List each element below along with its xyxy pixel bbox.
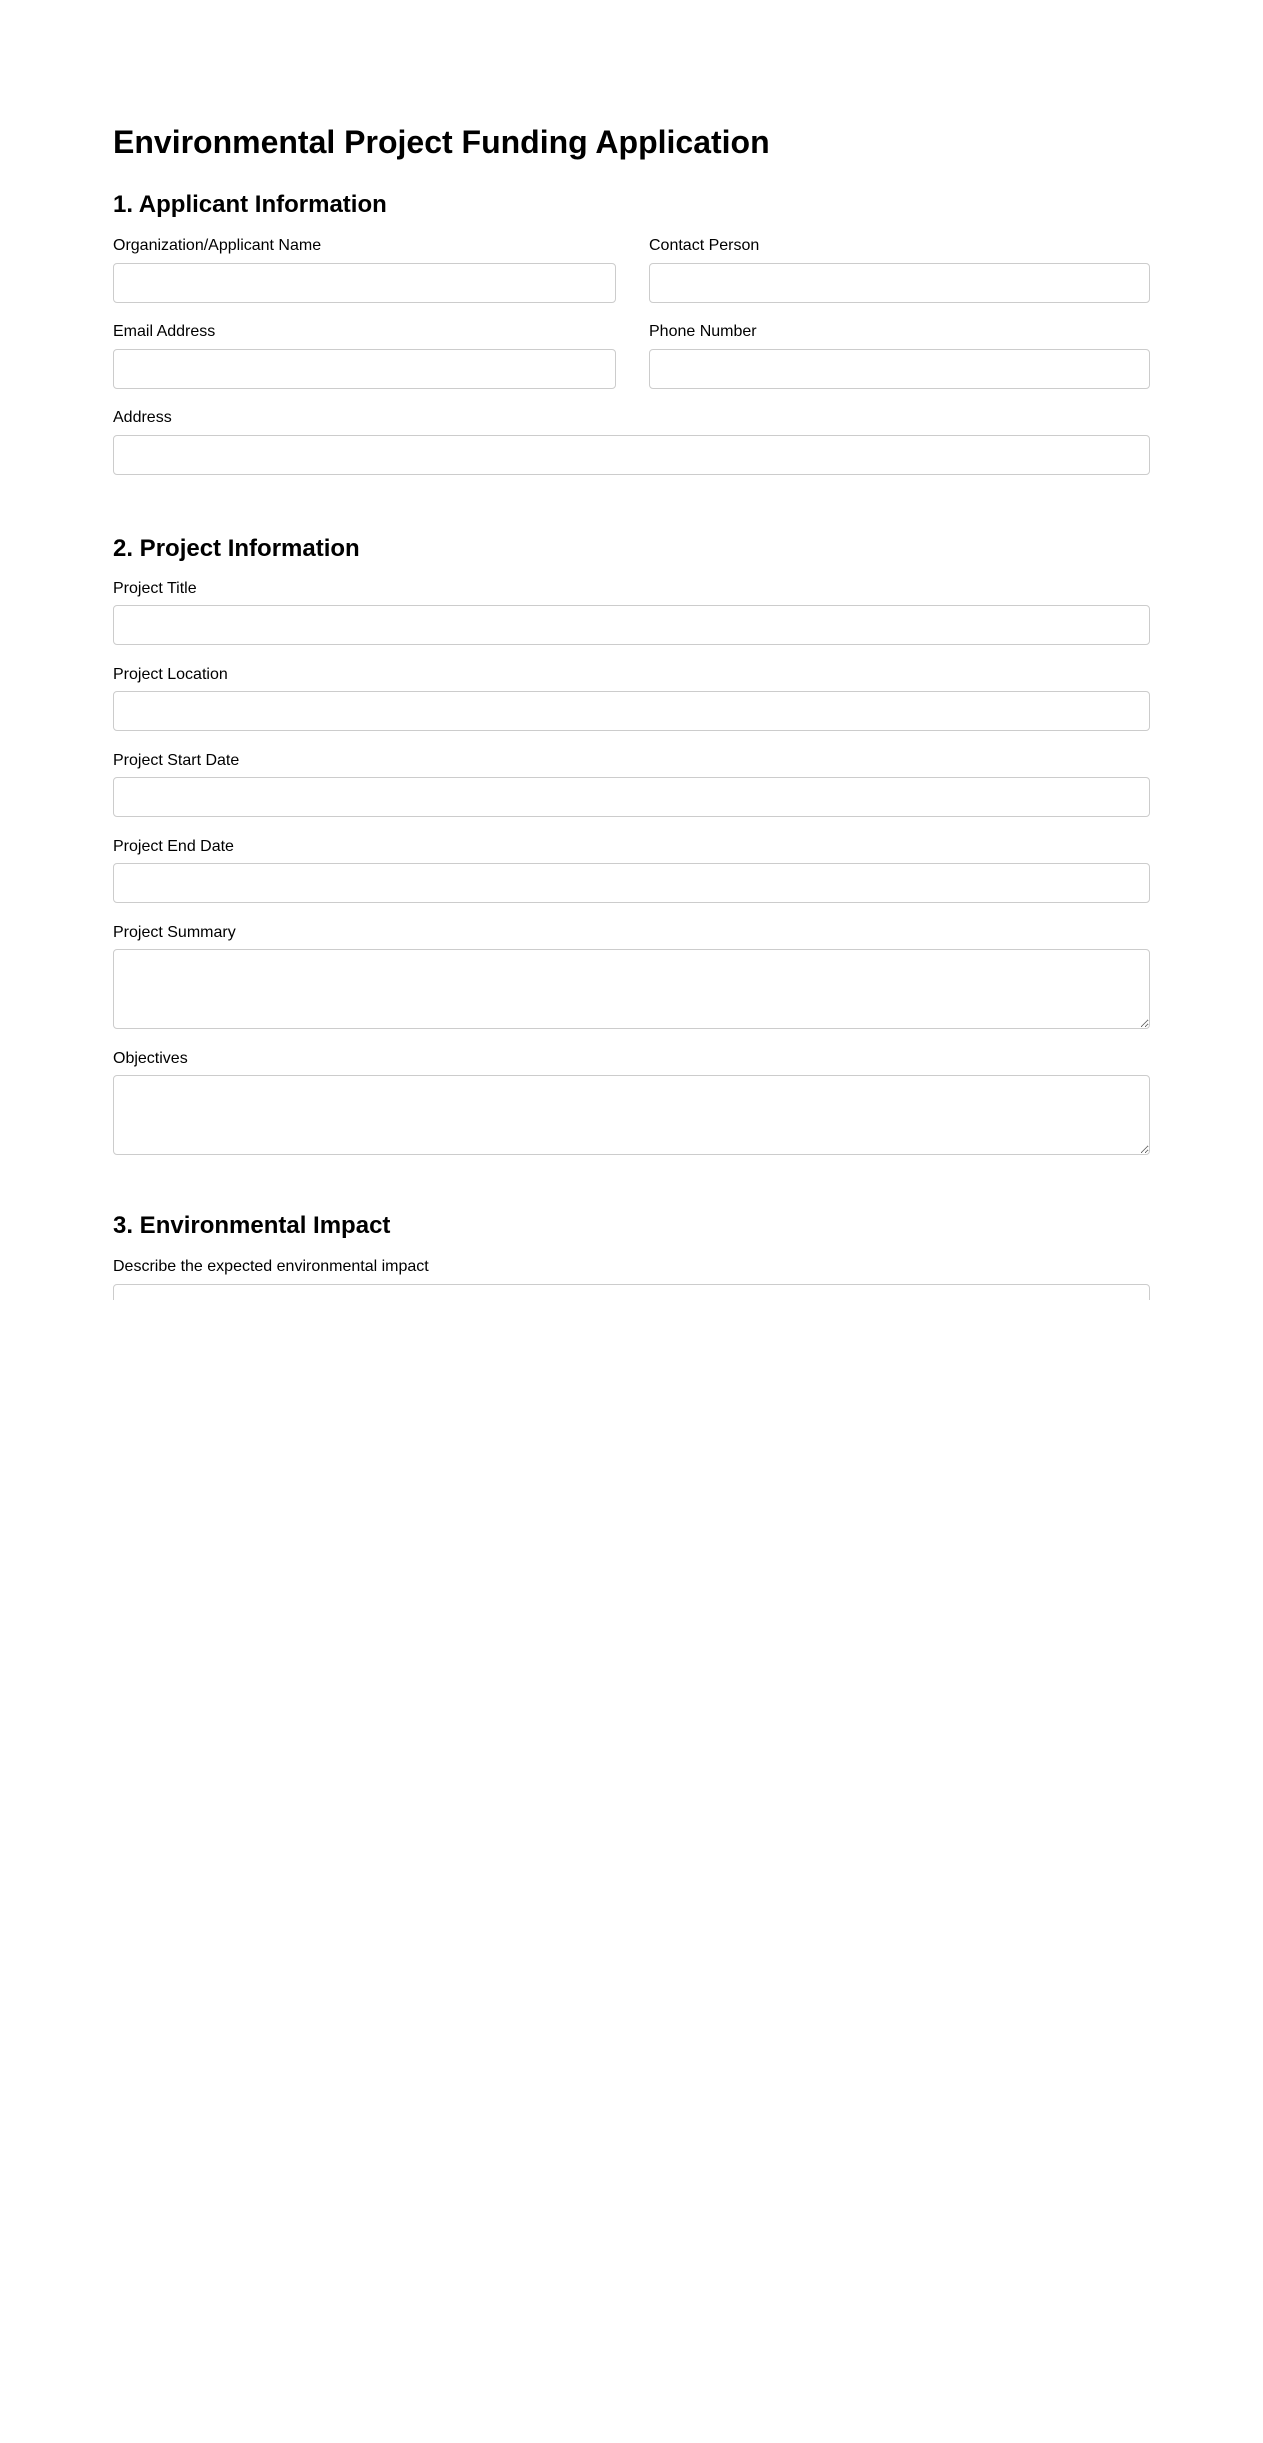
org-name-label: Organization/Applicant Name xyxy=(113,237,322,254)
objectives-label: Objectives xyxy=(113,1050,188,1067)
project-summary-textarea[interactable] xyxy=(113,949,1150,1029)
contact-person-label: Contact Person xyxy=(649,237,760,254)
project-start-date-input[interactable] xyxy=(113,777,1150,817)
impact-description-textarea[interactable] xyxy=(113,1284,1150,1300)
objectives-textarea[interactable] xyxy=(113,1075,1150,1155)
project-title-label: Project Title xyxy=(113,580,197,597)
project-end-date-input[interactable] xyxy=(113,863,1150,903)
project-location-label: Project Location xyxy=(113,666,228,683)
project-title-input[interactable] xyxy=(113,605,1150,645)
address-label: Address xyxy=(113,409,172,426)
page-title: Environmental Project Funding Application xyxy=(113,124,770,160)
project-location-input[interactable] xyxy=(113,691,1150,731)
section-heading-impact: 3. Environmental Impact xyxy=(113,1212,391,1239)
project-start-date-label: Project Start Date xyxy=(113,752,240,769)
impact-description-label: Describe the expected environmental impact xyxy=(113,1258,429,1275)
phone-input[interactable] xyxy=(649,349,1150,389)
project-end-date-label: Project End Date xyxy=(113,838,234,855)
section-heading-project: 2. Project Information xyxy=(113,535,360,562)
contact-person-input[interactable] xyxy=(649,263,1150,303)
org-name-input[interactable] xyxy=(113,263,616,303)
project-summary-label: Project Summary xyxy=(113,924,236,941)
address-input[interactable] xyxy=(113,435,1150,475)
email-label: Email Address xyxy=(113,323,216,340)
section-heading-applicant: 1. Applicant Information xyxy=(113,191,387,218)
email-input[interactable] xyxy=(113,349,616,389)
phone-label: Phone Number xyxy=(649,323,757,340)
